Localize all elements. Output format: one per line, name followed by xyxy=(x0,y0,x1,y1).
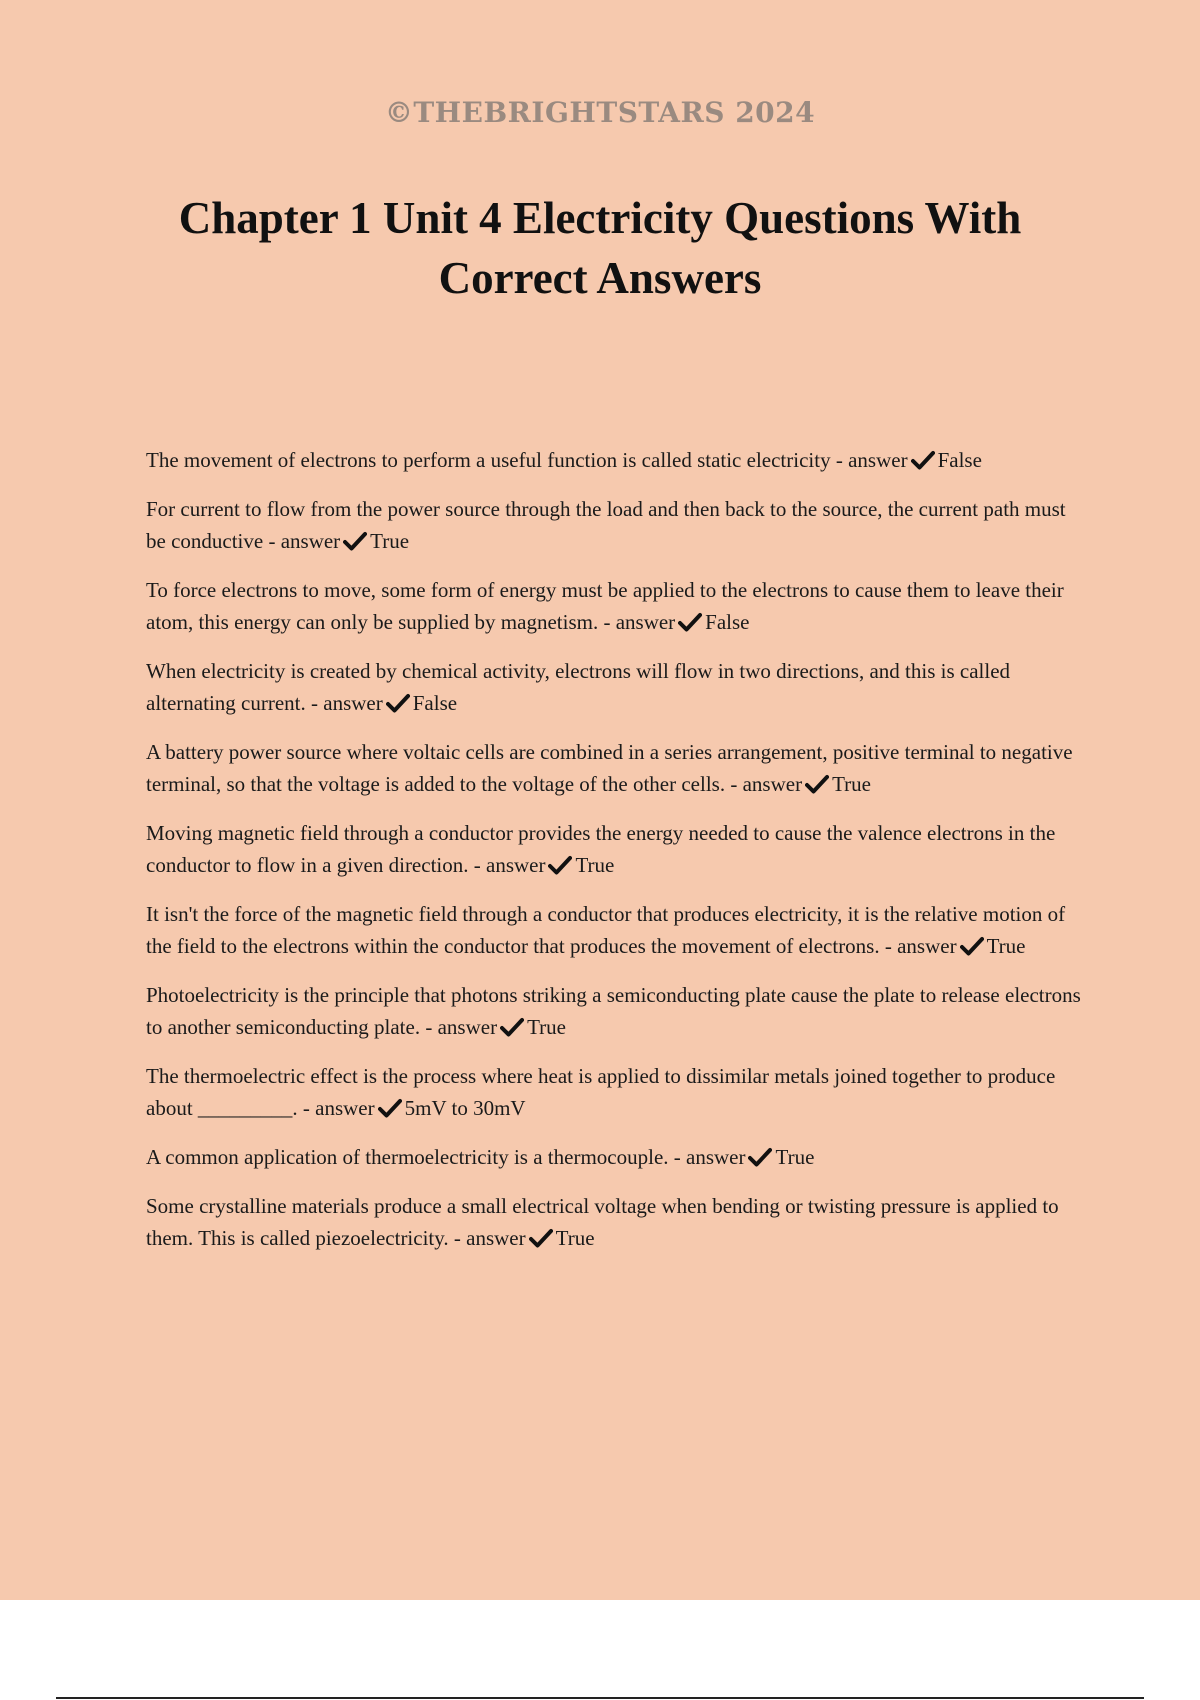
answer-label: - answer xyxy=(263,529,341,553)
footer-divider xyxy=(56,1697,1144,1699)
answer-text: False xyxy=(412,691,458,715)
question-text: A battery power source where voltaic cells are combined in a series arrangement, positive terminal to negative terminal, so that the voltage is added to the voltage of the other cells. xyxy=(146,740,1073,796)
answer-text: False xyxy=(705,610,750,634)
answer-label: - answer xyxy=(879,934,957,958)
question-text: When electricity is created by chemical activity, electrons will flow in two directions, and this is called alternating current. xyxy=(146,659,1011,715)
answer-text: True xyxy=(986,934,1026,958)
question-text: For current to flow from the power source through the load and then back to the source, the current path must be conductive xyxy=(146,497,1066,553)
question-text: It isn't the force of the magnetic field through a conductor that produces electricity, it is the relative motion of the field to the electrons within the conductor that produces the movement of electrons. xyxy=(146,902,1066,958)
question-text: Moving magnetic field through a conductor provides the energy needed to cause the valence electrons in the conductor to flow in a given direction. xyxy=(146,821,1056,877)
answer-text: True xyxy=(575,853,615,877)
answer-text: True xyxy=(527,1015,566,1039)
question-text: A common application of thermoelectricity is a thermocouple. xyxy=(146,1145,669,1169)
question-answer-item xyxy=(146,444,1086,476)
answer-label: - answer xyxy=(725,772,803,796)
checkmark-icon xyxy=(500,1017,524,1037)
answer-label: - answer xyxy=(305,691,383,715)
question-answer-item xyxy=(146,898,1086,962)
checkmark-icon xyxy=(960,936,984,956)
answer-text: True xyxy=(555,1226,595,1250)
question-answer-item xyxy=(146,655,1086,719)
question-answer-item xyxy=(146,1141,1086,1173)
question-answer-item xyxy=(146,1060,1086,1124)
question-answer-item xyxy=(146,736,1086,800)
answer-text: True xyxy=(775,1145,815,1169)
checkmark-icon xyxy=(386,693,410,713)
answer-label: - answer xyxy=(448,1226,526,1250)
answer-label: - answer xyxy=(468,853,546,877)
checkmark-icon xyxy=(805,774,829,794)
question-answer-item xyxy=(146,979,1086,1043)
question-answer-item xyxy=(146,574,1086,638)
question-text: To force electrons to move, some form of energy must be applied to the electrons to cause them to leave their atom, this energy can only be supplied by magnetism. xyxy=(146,578,1064,634)
question-answer-item xyxy=(146,817,1086,881)
answer-text: False xyxy=(937,448,982,472)
document-title: Chapter 1 Unit 4 Electricity Questions With Correct Answers xyxy=(178,193,1022,303)
question-text: Some crystalline materials produce a small electrical voltage when bending or twisting pressure is applied to them. This is called piezoelectricity. xyxy=(146,1194,1059,1250)
checkmark-icon xyxy=(548,855,572,875)
answer-text: 5mV to 30mV xyxy=(404,1096,526,1120)
question-answer-item xyxy=(146,493,1086,557)
question-answer-list xyxy=(146,444,1086,1271)
answer-label: - answer xyxy=(297,1096,375,1120)
answer-label: - answer xyxy=(598,610,676,634)
copyright-watermark: ©THEBRIGHTSTARS 2024 xyxy=(384,96,816,129)
checkmark-icon xyxy=(343,531,367,551)
checkmark-icon xyxy=(911,450,935,470)
question-text: The thermoelectric effect is the process where heat is applied to dissimilar metals joined together to produce about _________. xyxy=(146,1064,1056,1120)
checkmark-icon xyxy=(378,1098,402,1118)
checkmark-icon xyxy=(529,1228,553,1248)
question-text: Photoelectricity is the principle that photons striking a semiconducting plate cause the plate to release electrons to another semiconducting plate. xyxy=(146,983,1081,1039)
answer-text: True xyxy=(370,529,410,553)
checkmark-icon xyxy=(748,1147,772,1167)
question-text: The movement of electrons to perform a useful function is called static electricity xyxy=(146,448,831,472)
answer-label: - answer xyxy=(830,448,908,472)
question-answer-item xyxy=(146,1190,1086,1254)
answer-text: True xyxy=(832,772,871,796)
checkmark-icon xyxy=(678,612,702,632)
answer-label: - answer xyxy=(668,1145,746,1169)
answer-label: - answer xyxy=(420,1015,498,1039)
